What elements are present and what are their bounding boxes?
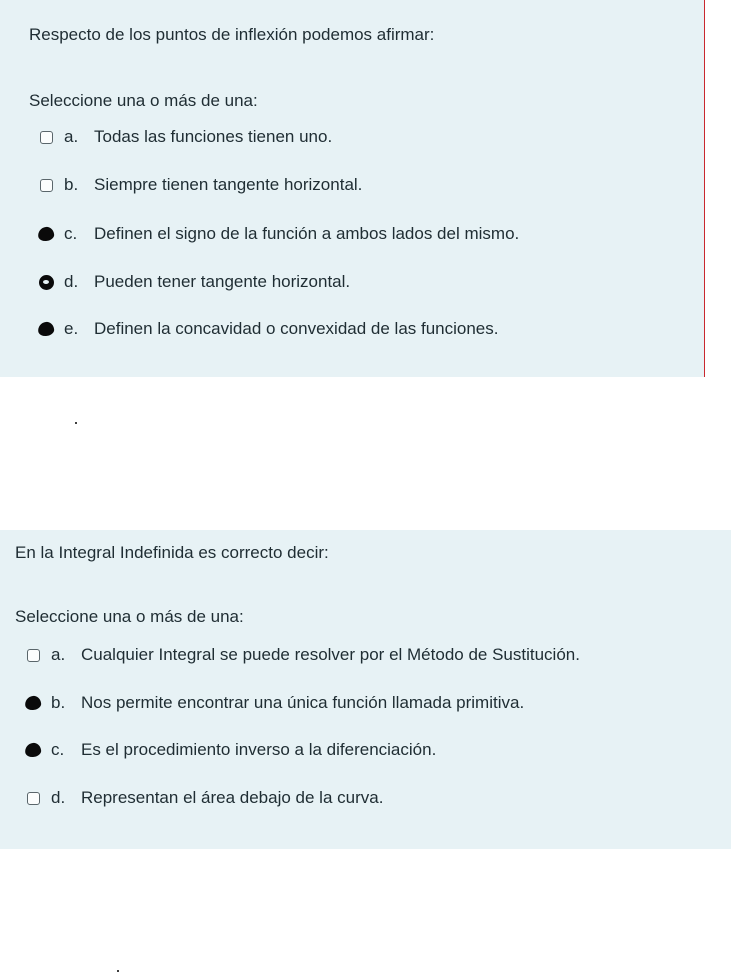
ink-mark-icon [24, 742, 42, 758]
question-1-panel [0, 0, 705, 377]
question-1-instruction: Seleccione una o más de una: [29, 91, 258, 110]
option-letter: c. [64, 224, 78, 243]
option-text: Definen el signo de la función a ambos lados del mismo. [94, 224, 520, 243]
checkbox-empty-icon [27, 792, 40, 805]
checkbox[interactable] [38, 271, 54, 293]
q1-option-e[interactable] [38, 316, 499, 342]
checkbox[interactable] [25, 787, 41, 809]
option-letter: a. [64, 127, 79, 146]
q1-option-a[interactable] [38, 124, 332, 150]
option-letter: b. [64, 175, 79, 194]
option-text: Siempre tienen tangente horizontal. [94, 175, 363, 194]
checkbox-empty-icon [27, 649, 40, 662]
option-text: Definen la concavidad o convexidad de las funciones. [94, 319, 499, 338]
question-1-prompt: Respecto de los puntos de inflexión podemos afirmar: [29, 25, 435, 44]
ink-mark-icon [24, 695, 42, 711]
option-letter: d. [51, 788, 66, 807]
question-2-panel [0, 530, 731, 849]
checkbox[interactable] [38, 318, 54, 340]
q1-option-d[interactable] [38, 269, 350, 295]
q1-option-c[interactable] [38, 221, 519, 247]
checkbox[interactable] [38, 174, 54, 196]
question-2-prompt: En la Integral Indefinida es correcto decir: [15, 543, 329, 562]
checkbox[interactable] [25, 644, 41, 666]
q2-option-b[interactable] [25, 690, 524, 716]
checkbox[interactable] [25, 739, 41, 761]
option-letter: c. [51, 740, 65, 759]
option-letter: b. [51, 693, 66, 712]
q1-option-b[interactable] [38, 172, 362, 198]
stray-dot [75, 422, 77, 424]
checkbox-empty-icon [40, 179, 53, 192]
option-letter: a. [51, 645, 66, 664]
option-text: Es el procedimiento inverso a la diferenciación. [81, 740, 437, 759]
checkbox[interactable] [38, 126, 54, 148]
checkbox[interactable] [25, 692, 41, 714]
q2-option-a[interactable] [25, 642, 580, 668]
ink-mark-icon [37, 226, 55, 242]
option-letter: d. [64, 272, 79, 291]
q2-option-d[interactable] [25, 785, 383, 811]
checkbox-empty-icon [40, 131, 53, 144]
option-text: Pueden tener tangente horizontal. [94, 272, 351, 291]
checkbox[interactable] [38, 223, 54, 245]
ink-mark-icon [37, 321, 55, 337]
q2-option-c[interactable] [25, 737, 436, 763]
option-text: Representan el área debajo de la curva. [81, 788, 384, 807]
option-letter: e. [64, 319, 79, 338]
option-text: Nos permite encontrar una única función llamada primitiva. [81, 693, 525, 712]
option-text: Todas las funciones tienen uno. [94, 127, 333, 146]
stray-dot [117, 970, 119, 972]
ink-mark-icon [39, 275, 54, 290]
option-text: Cualquier Integral se puede resolver por el Método de Sustitución. [81, 645, 580, 664]
question-2-instruction: Seleccione una o más de una: [15, 607, 244, 626]
